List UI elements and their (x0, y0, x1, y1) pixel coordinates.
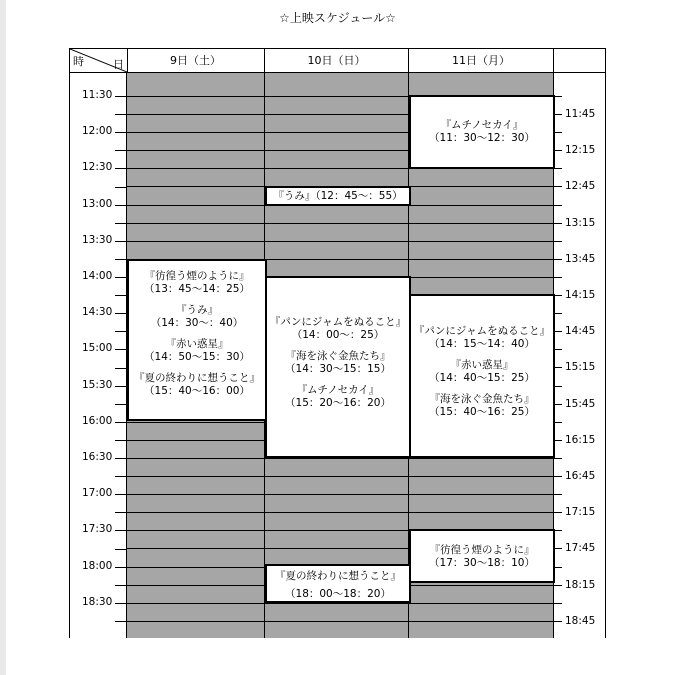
mon-evening-title: 『彷徨う煙のように』 (429, 544, 535, 556)
left-time-label: 12:00 (82, 125, 113, 138)
left-time-tick (115, 386, 127, 387)
left-time-tick (115, 349, 127, 350)
header-row (70, 49, 605, 73)
mon-film-1-title: 『パンにジャムをぬること』 (413, 325, 551, 337)
mon-film-2-title: 『赤い惑星』 (450, 359, 514, 371)
left-time-label: 18:30 (82, 595, 113, 608)
left-time-label: 17:30 (82, 523, 113, 536)
left-time-tick (115, 132, 127, 133)
left-time-label: 14:30 (82, 306, 113, 319)
right-time-label: 14:15 (565, 289, 596, 301)
right-time-label: 12:45 (565, 180, 596, 193)
sun-schedule-block (265, 276, 411, 458)
right-time-label: 15:15 (565, 361, 596, 374)
mon-morning-block (409, 95, 555, 169)
sun-umi-text: 『うみ』（12：45〜：55） (273, 190, 403, 202)
grid-line-quarter (127, 476, 554, 477)
mon-film-1-time: （14：15〜14：40） (429, 338, 535, 350)
left-minor-tick (115, 512, 127, 513)
sun-evening-title: 『夏の終わりに想うこと』 (275, 570, 401, 582)
mon-film-3-time: （15：40〜16：25） (429, 406, 535, 418)
left-time-label: 17:00 (82, 487, 113, 500)
left-time-tick (115, 603, 127, 604)
left-minor-tick (115, 549, 127, 550)
left-time-column (70, 73, 127, 638)
sat-film-3-time: （14：50〜15：30） (144, 351, 250, 363)
left-time-tick (115, 96, 127, 97)
right-time-tick (554, 476, 562, 477)
sat-schedule-block (127, 259, 267, 421)
sun-film-1-time: （14：00〜：25） (291, 329, 385, 341)
right-time-tick (554, 150, 562, 151)
left-time-label: 16:30 (82, 451, 113, 463)
left-minor-tick (115, 150, 127, 151)
right-time-label: 11:45 (565, 108, 596, 120)
right-time-label: 14:45 (565, 325, 596, 338)
right-minor-tick (554, 530, 562, 531)
page-title: ☆上映スケジュール☆ (279, 11, 396, 25)
page-edge (0, 0, 6, 675)
left-minor-tick (115, 585, 127, 586)
right-time-label: 18:15 (565, 578, 596, 591)
left-minor-tick (115, 295, 127, 296)
grid-line-quarter (127, 223, 554, 224)
right-time-label: 16:15 (565, 433, 596, 446)
mon-evening-time: （17：30〜18：10） (429, 557, 535, 569)
left-minor-tick (115, 331, 127, 332)
sun-umi-block (265, 186, 411, 206)
right-time-tick (554, 585, 562, 586)
right-time-tick (554, 367, 562, 368)
left-time-tick (115, 422, 127, 423)
sat-film-2-time: （14：30〜：40） (150, 317, 244, 329)
left-time-tick (115, 458, 127, 459)
right-time-label: 15:45 (565, 397, 596, 410)
day-header-sun: 10日（日） (265, 49, 409, 72)
left-minor-tick (115, 187, 127, 188)
left-time-label: 13:00 (82, 197, 113, 210)
mon-film-2-time: （14：40〜15：25） (429, 372, 535, 384)
left-minor-tick (115, 114, 127, 115)
right-minor-tick (554, 132, 562, 133)
left-time-label: 14:00 (82, 270, 113, 282)
left-time-label: 18:00 (82, 559, 113, 572)
left-time-tick (115, 277, 127, 278)
left-time-label: 16:00 (82, 414, 113, 427)
right-time-tick (554, 259, 562, 260)
schedule-table (69, 48, 606, 638)
right-minor-tick (554, 168, 562, 169)
left-time-tick (115, 168, 127, 169)
left-minor-tick (115, 368, 127, 369)
sat-film-2-title: 『うみ』 (176, 304, 218, 316)
right-time-tick (554, 512, 562, 513)
right-time-label: 12:15 (565, 144, 596, 157)
left-time-tick (115, 530, 127, 531)
sun-film-3-time: （15：20〜16：20） (285, 397, 391, 409)
mon-evening-block (409, 529, 555, 583)
sun-film-2-title: 『海を泳ぐ金魚たち』 (285, 350, 391, 362)
right-minor-tick (554, 96, 562, 97)
right-minor-tick (554, 422, 562, 423)
right-time-label: 16:45 (565, 470, 596, 482)
right-time-tick (554, 114, 562, 115)
sun-evening-block (265, 564, 411, 603)
right-time-tick (554, 440, 562, 441)
right-time-tick (554, 186, 562, 187)
right-minor-tick (554, 277, 562, 278)
mon-schedule-block (409, 294, 555, 458)
right-minor-tick (554, 494, 562, 495)
right-time-tick (554, 331, 562, 332)
grid-line (127, 241, 554, 242)
left-minor-tick (115, 223, 127, 224)
right-time-label: 18:45 (565, 614, 596, 627)
mon-morning-time: （11：30〜12：30） (429, 132, 535, 144)
grid-line (127, 458, 554, 459)
left-time-label: 11:30 (82, 89, 113, 101)
right-time-label: 17:45 (565, 542, 596, 555)
left-time-tick (115, 313, 127, 314)
right-minor-tick (554, 349, 562, 350)
corner-time-label: 時 (73, 55, 84, 68)
left-time-tick (115, 205, 127, 206)
sat-film-4-time: （15：40〜16：00） (144, 385, 250, 397)
right-time-label: 17:15 (565, 506, 596, 519)
right-time-tick (554, 223, 562, 224)
sat-film-3-title: 『赤い惑星』 (165, 338, 229, 350)
right-time-tick (554, 295, 562, 296)
left-minor-tick (115, 440, 127, 441)
sat-film-4-title: 『夏の終わりに想うこと』 (134, 372, 260, 384)
left-minor-tick (115, 476, 127, 477)
sun-film-1-title: 『パンにジャムをぬること』 (269, 316, 407, 328)
right-minor-tick (554, 603, 562, 604)
right-time-tick (554, 621, 562, 622)
grid-line-quarter (127, 621, 554, 622)
right-time-label: 13:45 (565, 252, 596, 265)
left-minor-tick (115, 621, 127, 622)
left-time-tick (115, 494, 127, 495)
mon-film-3-title: 『海を泳ぐ金魚たち』 (429, 393, 535, 405)
left-minor-tick (115, 404, 127, 405)
right-minor-tick (554, 313, 562, 314)
right-minor-tick (554, 241, 562, 242)
left-time-label: 13:30 (82, 233, 113, 246)
day-header-sat: 9日（土） (127, 49, 265, 72)
left-time-tick (115, 241, 127, 242)
right-time-label: 13:15 (565, 216, 596, 229)
right-time-tick (554, 404, 562, 405)
sat-film-1-time: （13：45〜14：25） (144, 283, 250, 295)
right-minor-tick (554, 205, 562, 206)
left-time-tick (115, 567, 127, 568)
right-minor-tick (554, 458, 562, 459)
right-time-tick (554, 548, 562, 549)
day-header-mon: 11日（月） (409, 49, 554, 72)
grid-line (127, 494, 554, 495)
left-time-label: 15:00 (82, 342, 113, 355)
corner-day-label: 日 (113, 58, 124, 71)
mon-morning-title: 『ムチノセカイ』 (440, 119, 524, 131)
right-minor-tick (554, 386, 562, 387)
sun-film-2-time: （14：30〜15：15） (285, 363, 391, 375)
left-minor-tick (115, 259, 127, 260)
sun-film-3-title: 『ムチノセカイ』 (296, 384, 380, 396)
left-time-label: 15:30 (82, 378, 113, 391)
left-time-label: 12:30 (82, 161, 113, 174)
sat-film-1-title: 『彷徨う煙のように』 (144, 270, 250, 282)
corner-cell (70, 49, 128, 72)
grid-line-quarter (127, 512, 554, 513)
right-minor-tick (554, 567, 562, 568)
sun-evening-time: （18：00〜18：20） (285, 588, 391, 600)
